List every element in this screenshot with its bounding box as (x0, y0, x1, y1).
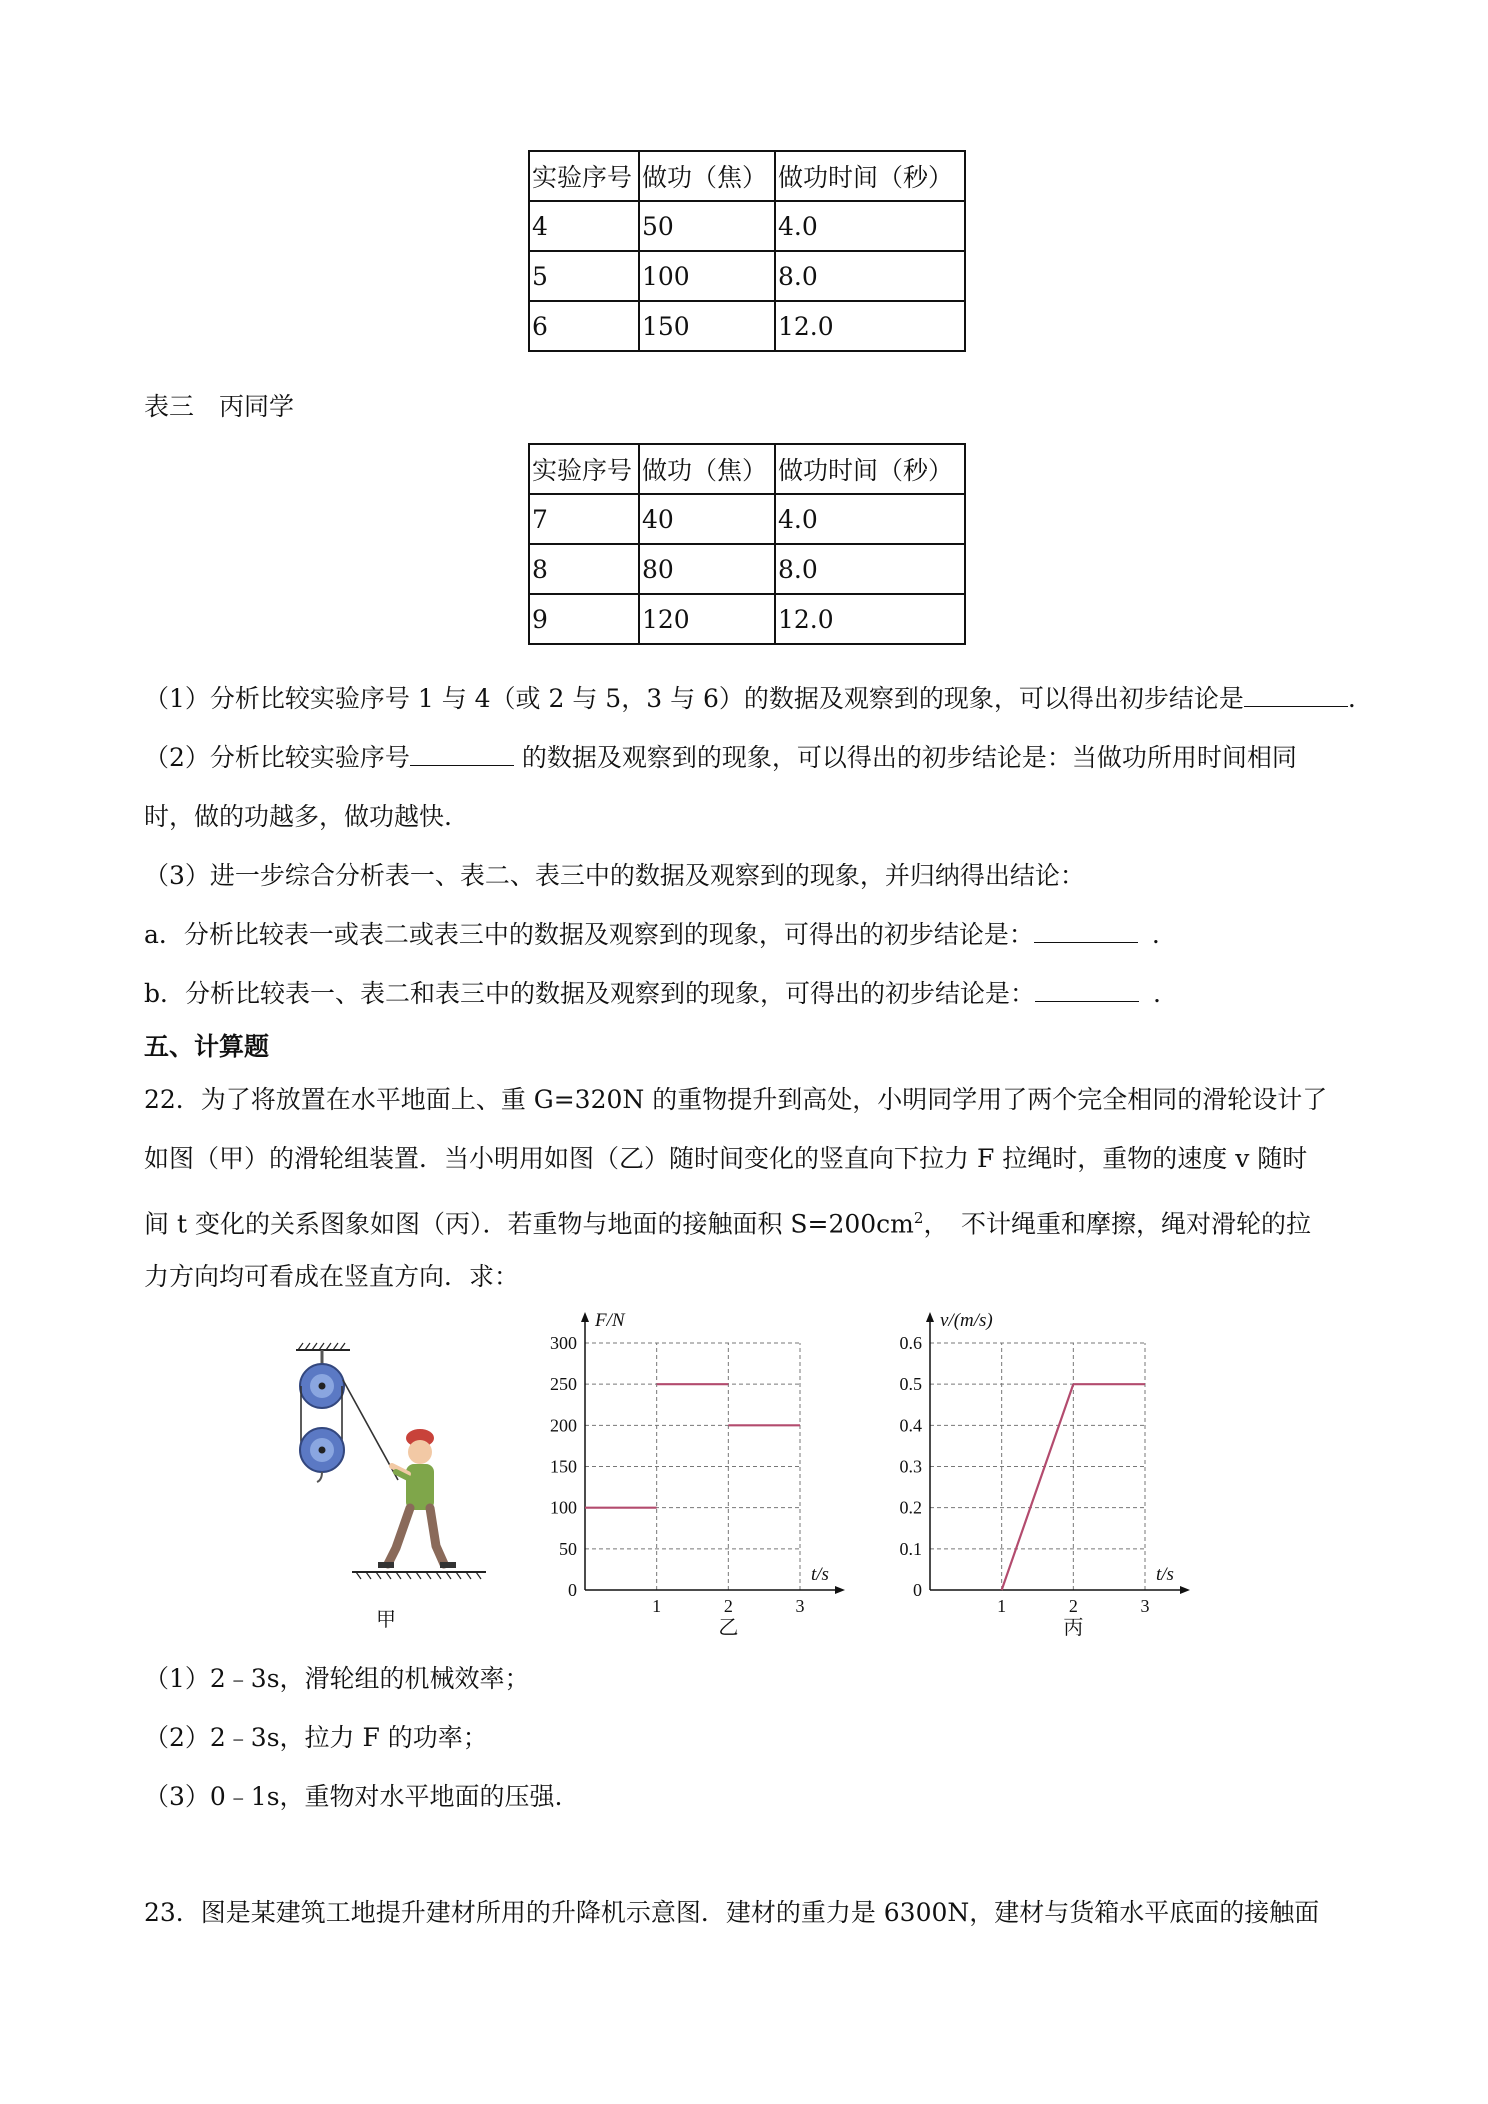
header-cell: 做功（焦） (639, 151, 775, 201)
table-cell: 150 (639, 301, 775, 351)
table-row (529, 301, 965, 351)
x-axis-arrow (1180, 1586, 1190, 1594)
y-axis-label: F/N (595, 1310, 625, 1331)
q22-line4: 力方向均可看成在竖直方向．求： (144, 1262, 520, 1291)
q22-line3: 间 t 变化的关系图象如图（丙）．若重物与地面的接触面积 $S=200cm^2$， 不计绳重和摩擦，绳对滑轮的拉 (144, 1209, 1311, 1239)
y-axis-label: v/(m/s) (940, 1310, 993, 1331)
x-axis-label: t/s (1156, 1564, 1174, 1585)
y-tick-label: 0.1 (899, 1538, 922, 1559)
table-cell: 8.0 (775, 251, 965, 301)
x-tick-label: 3 (1140, 1596, 1150, 1616)
table-header-row (529, 444, 965, 494)
y-tick-label: 0.4 (899, 1415, 922, 1436)
y-tick-label: 0.5 (899, 1374, 922, 1395)
table-row (529, 544, 965, 594)
x-tick-label: 1 (997, 1596, 1007, 1616)
table-cell: 4 (529, 201, 639, 251)
q21-part1: （1）分析比较实验序号 1 与 4（或 2 与 5，3 与 6）的数据及观察到的现象，可以得出初步结论是 . (144, 684, 1356, 713)
y-tick-label: 0 (568, 1580, 577, 1600)
y-tick-label: 100 (550, 1497, 577, 1518)
x-axis-label: t/s (811, 1564, 829, 1585)
answer-blank[interactable] (1035, 979, 1139, 1002)
table-row (529, 251, 965, 301)
y-tick-label: 300 (550, 1333, 577, 1353)
section-title: 五、计算题 (144, 1032, 270, 1061)
q21-part2: （2）分析比较实验序号 的数据及观察到的现象，可以得出的初步结论是：当做功所用时间相同 (144, 743, 1297, 772)
table-cell: 12.0 (775, 301, 965, 351)
force-time-chart (540, 1308, 860, 1638)
chart-caption: 乙 (718, 1617, 739, 1638)
x-tick-label: 2 (723, 1596, 733, 1616)
x-tick-label: 3 (795, 1596, 805, 1616)
y-tick-label: 0.2 (899, 1497, 922, 1518)
answer-blank[interactable] (1034, 920, 1138, 943)
chart-caption: 丙 (1063, 1617, 1084, 1638)
y-tick-label: 200 (550, 1415, 577, 1436)
table-cell: 6 (529, 301, 639, 351)
q22-line1: 22．为了将放置在水平地面上、重 G=320N 的重物提升到高处，小明同学用了两个完全相同的滑轮设计了 (144, 1085, 1328, 1114)
q21-part3: （3）进一步综合分析表一、表二、表三中的数据及观察到的现象，并归纳得出结论： (144, 861, 1085, 890)
table-row (529, 494, 965, 544)
data-line-segment (1002, 1384, 1074, 1590)
x-tick-label: 2 (1068, 1596, 1078, 1616)
y-axis-arrow (926, 1312, 934, 1322)
y-tick-label: 0 (913, 1580, 922, 1600)
table-cell: 80 (639, 544, 775, 594)
table-cell: 100 (639, 251, 775, 301)
velocity-time-chart (880, 1308, 1210, 1638)
header-cell: 实验序号 (529, 444, 639, 494)
table-cell: 4.0 (775, 201, 965, 251)
q22-sub1: （1）2﹣3s，滑轮组的机械效率； (144, 1664, 530, 1693)
table-cell: 120 (639, 594, 775, 644)
answer-blank[interactable] (1244, 684, 1348, 707)
table-two (528, 150, 966, 352)
q22-sub3: （3）0﹣1s，重物对水平地面的压强. (144, 1782, 563, 1811)
y-axis-arrow (581, 1312, 589, 1322)
header-cell: 做功时间（秒） (775, 151, 965, 201)
header-cell: 实验序号 (529, 151, 639, 201)
header-cell: 做功（焦） (639, 444, 775, 494)
table-cell: 9 (529, 594, 639, 644)
table-cell: 4.0 (775, 494, 965, 544)
answer-blank[interactable] (410, 743, 514, 766)
header-cell: 做功时间（秒） (775, 444, 965, 494)
table-cell: 50 (639, 201, 775, 251)
pulley-figure (280, 1340, 510, 1630)
table-three (528, 443, 966, 645)
table-cell: 40 (639, 494, 775, 544)
y-tick-label: 0.3 (899, 1456, 922, 1477)
table-cell: 8 (529, 544, 639, 594)
q23-line1: 23．图是某建筑工地提升建材所用的升降机示意图．建材的重力是 6300N，建材与货箱水平底面的接触面 (144, 1898, 1320, 1927)
x-tick-label: 1 (652, 1596, 662, 1616)
q21-part-b: b．分析比较表一、表二和表三中的数据及观察到的现象，可得出的初步结论是： . (144, 979, 1161, 1008)
table-cell: 5 (529, 251, 639, 301)
x-axis-arrow (835, 1586, 845, 1594)
table-cell: 8.0 (775, 544, 965, 594)
figure-caption-jia: 甲 (376, 1607, 396, 1631)
table-row (529, 594, 965, 644)
q21-part-a: a．分析比较表一或表二或表三中的数据及观察到的现象，可得出的初步结论是： . (144, 920, 1160, 949)
table-three-caption: 表三 丙同学 (144, 392, 295, 421)
y-tick-label: 150 (550, 1456, 577, 1477)
q21-part2-cont: 时，做的功越多，做功越快. (144, 802, 452, 831)
table-row (529, 201, 965, 251)
table-cell: 12.0 (775, 594, 965, 644)
table-cell: 7 (529, 494, 639, 544)
y-tick-label: 50 (559, 1538, 577, 1559)
q22-sub2: （2）2﹣3s，拉力 F 的功率； (144, 1723, 488, 1752)
q22-line2: 如图（甲）的滑轮组装置．当小明用如图（乙）随时间变化的竖直向下拉力 F 拉绳时，重物的速度 v 随时 (144, 1144, 1308, 1173)
table-header-row (529, 151, 965, 201)
y-tick-label: 250 (550, 1374, 577, 1395)
y-tick-label: 0.6 (899, 1333, 922, 1353)
